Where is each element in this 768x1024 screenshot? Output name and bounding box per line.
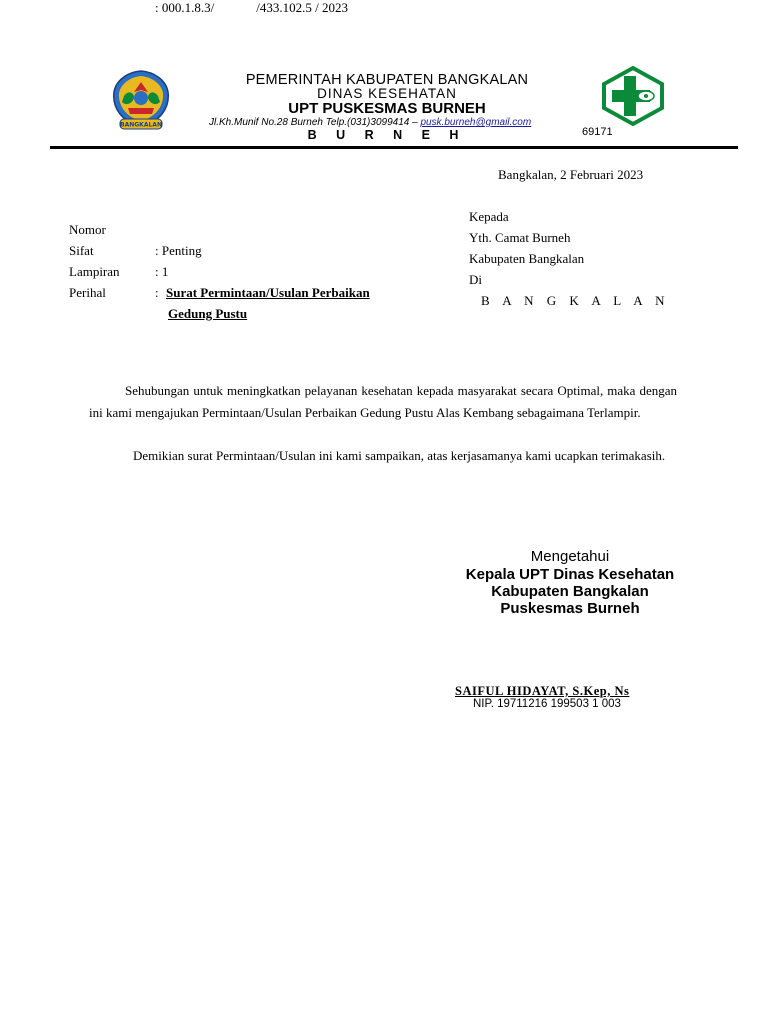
place-date: Bangkalan, 2 Februari 2023	[498, 167, 644, 182]
letterhead-address	[209, 117, 531, 128]
addressee-recipient: Yth. Camat Burneh	[469, 230, 571, 245]
sifat-label: Sifat	[69, 243, 94, 258]
perihal-colon: :	[155, 285, 159, 300]
nomor-value-part1: : 000.1.8.3/	[155, 0, 215, 15]
postal-code: 69171	[582, 126, 613, 138]
perihal-value-line1: Surat Permintaan/Usulan Perbaikan	[166, 285, 370, 300]
letterhead-divider	[50, 146, 738, 149]
letterhead-department: DINAS KESEHATAN	[317, 86, 457, 101]
email-link[interactable]: pusk.burneh@gmail.com	[420, 117, 532, 128]
addressee-di: Di	[469, 272, 482, 287]
signature-regency: Kabupaten Bangkalan	[491, 583, 649, 600]
signature-title: Kepala UPT Dinas Kesehatan	[465, 566, 675, 583]
body-paragraph-2: Demikian surat Permintaan/Usulan ini kami sampaikan, atas kerjasamanya kami ucapkan terimakasih.	[133, 448, 666, 463]
addressee-city: B A N G K A L A N	[481, 293, 670, 308]
body-paragraph-1: Sehubungan untuk meningkatkan pelayanan kesehatan kepada masyarakat secara Optimal, maka dengan ini kami mengajukan Permintaan/Usulan Perbaikan Gedung Pustu Alas Kembang sebagaimana Terlampir.	[89, 383, 677, 420]
signature-mengetahui: Mengetahui	[530, 548, 610, 565]
addressee-kepada: Kepada	[469, 209, 509, 224]
puskesmas-logo-icon	[600, 66, 666, 126]
signatory-name: SAIFUL HIDAYAT, S.Kep, Ns	[455, 684, 630, 698]
letterhead-institution: UPT PUSKESMAS BURNEH	[288, 100, 486, 117]
nomor-value-part2: /433.102.5 / 2023	[256, 0, 348, 15]
perihal-label: Perihal	[69, 285, 106, 300]
signatory-nip: NIP. 19711216 199503 1 003	[473, 698, 621, 710]
lampiran-value: : 1	[155, 264, 169, 279]
lampiran-label: Lampiran	[69, 264, 120, 279]
perihal-value-line2: Gedung Pustu	[168, 306, 248, 321]
signature-institution: Puskesmas Burneh	[500, 600, 640, 617]
letterhead-government: PEMERINTAH KABUPATEN BANGKALAN	[245, 72, 529, 88]
nomor-label: Nomor	[69, 222, 106, 237]
nomor-value	[155, 0, 348, 16]
svg-text:BANGKALAN: BANGKALAN	[120, 121, 162, 129]
bangkalan-emblem-icon	[108, 68, 174, 134]
letterhead-city: B U R N E H	[307, 128, 467, 142]
addressee-regency: Kabupaten Bangkalan	[469, 251, 585, 266]
address-text: Jl.Kh.Munif No.28 Burneh Telp.(031)3099414 –	[209, 117, 421, 128]
sifat-value: : Penting	[155, 243, 202, 258]
